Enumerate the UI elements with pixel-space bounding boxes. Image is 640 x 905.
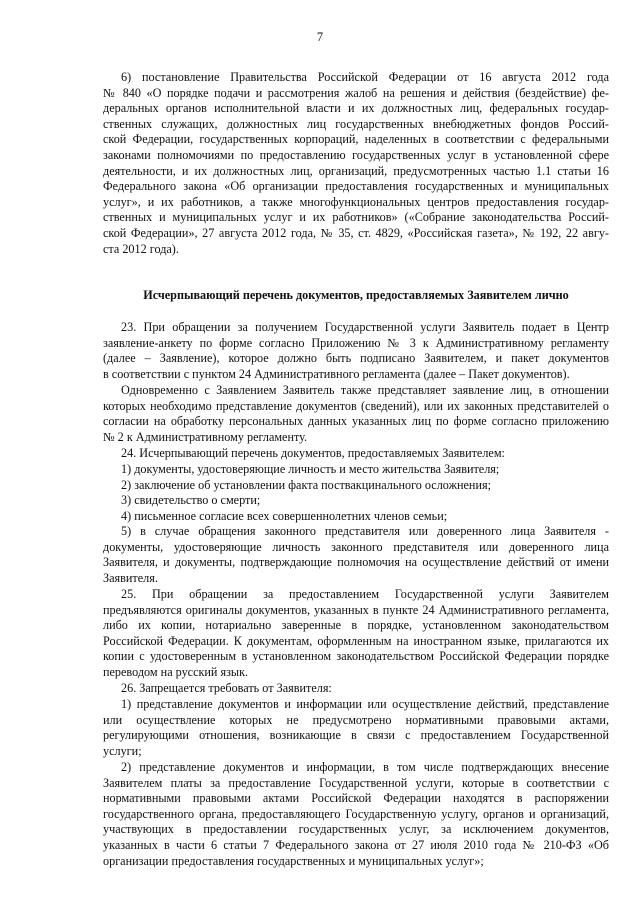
text-line: Одновременно с Заявлением Заявитель также представляет заявление лиц, в отношении [121, 383, 609, 397]
text-line: деральных органов исполнительной власти и их должностных лиц, федеральных государ- [103, 101, 609, 116]
paragraph-26-intro [103, 681, 609, 697]
text-line: либо их копии, нотариально заверенные в порядке, установленном законодательством [103, 618, 609, 633]
paragraph-23 [103, 320, 609, 382]
text-line: законами полномочиями по предоставлению государственных услуг в установленной сфере [103, 147, 609, 162]
text-line: ской Федерации, государственных корпораций, наделенных в соответствии с федеральными [103, 132, 609, 147]
text-line: ской Федерации», 27 августа 2012 года, № 35, ст. 4829, «Российская газета», № 192, 22 авгу- [103, 225, 609, 240]
text-line: Заявителя, и документы, подтверждающие полномочия на осуществление действий от имени [103, 555, 609, 570]
text-line: 4) письменное согласие всех совершеннолетних членов семьи; [121, 508, 448, 523]
page-number: 7 [316, 30, 324, 44]
list-24-items [103, 462, 609, 524]
text-line: 23. При обращении за получением Государственной услуги Заявитель подает в Центр [121, 320, 609, 334]
paragraph-24-intro [103, 446, 609, 462]
text-line: Заявителя. [103, 570, 158, 585]
text-line: услуги; [103, 743, 142, 758]
paragraph-6 [103, 70, 609, 257]
list-26-item-2 [103, 760, 609, 869]
list-26-item-1 [103, 697, 609, 759]
text-line: № 2 к Административному регламенту. [103, 429, 308, 444]
text-line: предъявляются оригиналы документов, указанных в пункте 24 Административного регламента, [103, 602, 609, 617]
section-heading: Исчерпывающий перечень документов, предоставляемых Заявителем лично [143, 288, 569, 302]
text-line: 2) представление документов и информации, в том числе подтверждающих внесение [121, 760, 609, 774]
text-line: согласии на обработку персональных данных указанных лиц по форме согласно приложению [103, 414, 609, 429]
text-line: копии с удостоверенным в установленном законодательством Российской Федерации порядке [103, 649, 609, 664]
text-line: ственных и муниципальных услуг и их работников» («Собрание законодательства Россий- [103, 210, 609, 225]
text-line: 2) заключение об установлении факта поствакцинального осложнения; [121, 477, 491, 492]
text-line: Российской Федерации. К документам, оформленным на иностранном языке, прилагаются их [103, 633, 609, 648]
text-line: 6) постановление Правительства Российской Федерации от 16 августа 2012 года [121, 70, 609, 84]
text-line: участвующих в предоставлении государственных услуг, за исключением документов, [103, 822, 609, 837]
text-line: заявление-анкету по форме согласно Приложению № 3 к Административному регламенту [103, 335, 609, 350]
text-line: 25. При обращении за предоставлением Государственной услуги Заявителем [121, 587, 609, 601]
text-line: переводом на русский язык. [103, 664, 249, 679]
text-line: документы, удостоверяющие личность законного представителя или доверенного лица [103, 539, 609, 554]
text-line: регулирующими отношения, возникающие в связи с предоставлением Государственной [103, 728, 609, 743]
paragraph-26-intro-text: 26. Запрещается требовать от Заявителя: [121, 681, 332, 695]
text-line: Федерального закона «Об организации предоставления государственных и муниципальных [103, 179, 609, 194]
text-line: услуг», и их работников, а также многофункциональных центров предоставления государ- [103, 194, 609, 209]
paragraph-25 [103, 587, 609, 681]
text-line: 1) документы, удостоверяющие личность и место жительства Заявителя; [121, 462, 500, 476]
text-line: 5) в случае обращения законного представителя или доверенного лица Заявителя - [121, 524, 609, 538]
text-line: которых необходимо представление документов (сведений), или их законных представителей о [103, 398, 609, 413]
list-24-item-5 [103, 524, 609, 586]
text-line: (далее – Заявление), которое должно быть подписано Заявителем, и пакет документов [103, 351, 609, 366]
text-line: государственного органа, предоставляющего Государственную услугу, органов и организаций, [103, 806, 609, 821]
paragraph-simultaneous-application [103, 383, 609, 445]
text-line: 3) свидетельство о смерти; [121, 493, 261, 508]
text-line: организации предоставления государственных и муниципальных услуг»; [103, 853, 484, 868]
text-line: № 840 «О порядке подачи и рассмотрения жалоб на решения и действия (бездействие) фе- [103, 85, 609, 100]
text-line: нормативными правовыми актами Российской Федерации находятся в распоряжении [103, 791, 609, 806]
paragraph-24-intro-text: 24. Исчерпывающий перечень документов, предоставляемых Заявителем: [121, 446, 505, 460]
text-line: ственных служащих, должностных лиц государственных внебюджетных фондов Россий- [103, 116, 609, 131]
text-line: 1) представление документов и информации или осуществление действий, представление [121, 697, 609, 711]
text-line: ста 2012 года). [103, 241, 179, 256]
text-line: деятельности, и их должностных лиц, организаций, предусмотренных частью 1.1 статьи 16 [103, 163, 609, 178]
text-line: Заявителем платы за предоставление Государственной услуги, которые в соответствии с [103, 775, 609, 790]
text-line: или осуществление которых не предусмотрено нормативными правовыми актами, [103, 712, 609, 727]
text-line: в соответствии с пунктом 24 Административного регламента (далее – Пакет документов). [103, 366, 570, 381]
text-line: указанных в части 6 статьи 7 Федерального закона от 27 июля 2010 года № 210-ФЗ «Об [103, 837, 609, 852]
